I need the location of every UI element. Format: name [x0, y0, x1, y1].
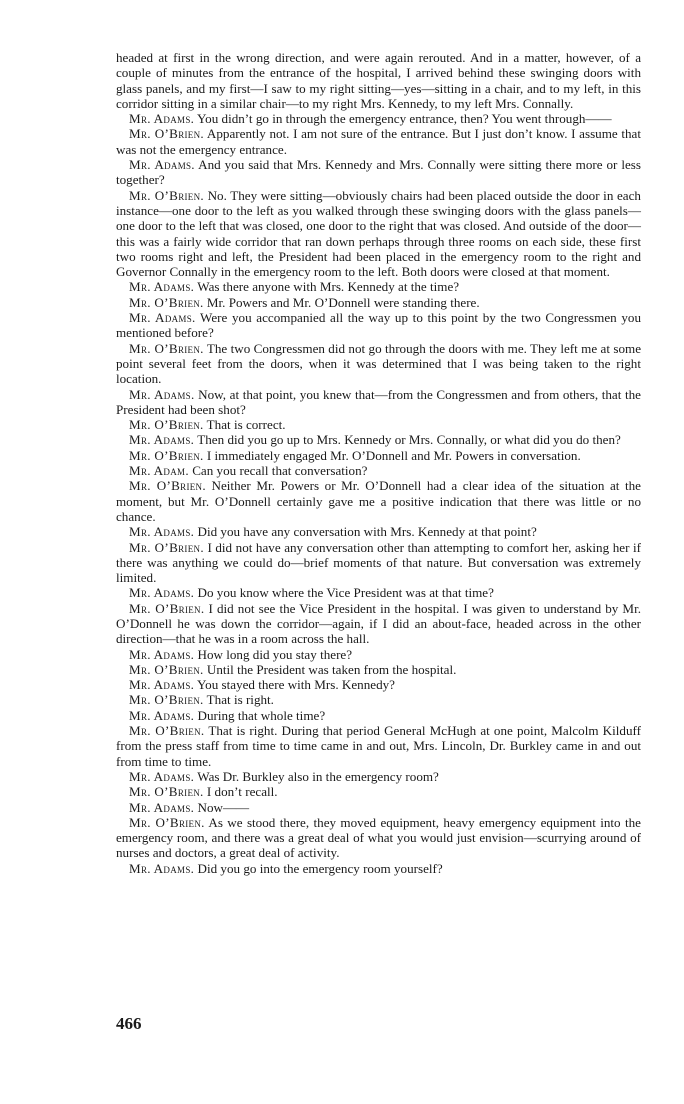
testimony-paragraph: [116, 157, 641, 188]
testimony-paragraph: [116, 417, 641, 432]
page-number: 466: [116, 1014, 142, 1033]
testimony-paragraph: [116, 647, 641, 662]
speaker-label: Mr. O’Brien.: [129, 539, 204, 555]
speaker-label: Mr. Adams.: [129, 677, 195, 693]
testimony-paragraph: [116, 279, 641, 294]
paragraph-text: You stayed there with Mrs. Kennedy?: [197, 677, 395, 693]
testimony-paragraph: [116, 432, 641, 447]
paragraph-text: Until the President was taken from the hospital.: [206, 661, 457, 677]
paragraph-text: Did you go into the emergency room yourself?: [197, 860, 443, 876]
testimony-paragraph: [116, 463, 641, 478]
paragraph-text: Mr. Powers and Mr. O’Donnell were standing there.: [206, 294, 480, 310]
speaker-label: Mr. Adams.: [129, 386, 195, 402]
testimony-paragraph: [116, 478, 641, 524]
testimony-paragraph: [116, 540, 641, 586]
testimony-paragraph: [116, 784, 641, 799]
testimony-paragraph: [116, 295, 641, 310]
speaker-label: Mr. O’Brien.: [129, 661, 204, 677]
testimony-paragraph: [116, 769, 641, 784]
paragraph-text: Were you accompanied all the way up to this point by the two Congressmen you mentioned before?: [116, 310, 641, 341]
paragraph-text: I don’t recall.: [206, 784, 278, 800]
speaker-label: Mr. O’Brien.: [129, 784, 204, 800]
testimony-paragraph: [116, 341, 641, 387]
paragraph-text: Do you know where the Vice President was at that time?: [197, 585, 494, 601]
speaker-label: Mr. Adams.: [129, 310, 196, 326]
testimony-paragraph: [116, 448, 641, 463]
speaker-label: Mr. O’Brien.: [129, 187, 204, 203]
paragraph-text: I did not have any conversation other than attempting to comfort her, asking her if there was anything we could do—brief moments of that nature. But conversation was extremely limited.: [116, 539, 641, 586]
speaker-label: Mr. Adams.: [129, 860, 195, 876]
testimony-paragraph: [116, 601, 641, 647]
testimony-paragraph: [116, 111, 641, 126]
testimony-paragraph: [116, 662, 641, 677]
paragraph-text: No. They were sitting—obviously chairs had been placed outside the door in each instance—one door to the left as you walked through these swinging doors with the glass panels—one door to the left that was closed, one door to the right that was closed. And outside of the door—this was a fairly wide corridor that ran down perhaps through three rooms on each side, these first two rooms right and left, the President had been placed in the emergency room to the right and Governor Connally in the emergency room to the left. Both doors were closed at that moment.: [116, 187, 641, 280]
paragraph-text: How long did you stay there?: [197, 646, 353, 662]
paragraph-text: That is right. During that period General McHugh at one point, Malcolm Kilduff from the press staff from time to time came in and out, Mrs. Lincoln, Dr. Burkley came in and out from time to time.: [116, 723, 641, 769]
paragraph-text: Did you have any conversation with Mrs. Kennedy at that point?: [197, 524, 537, 540]
speaker-label: Mr. Adams.: [129, 646, 195, 662]
paragraph-text: Now, at that point, you knew that—from the Congressmen and from others, that the President had been shot?: [116, 386, 641, 417]
speaker-label: Mr. Adams.: [129, 524, 195, 540]
speaker-label: Mr. Adams.: [129, 279, 195, 295]
paragraph-text: As we stood there, they moved equipment, heavy emergency equipment into the emergency room, and there was a great deal of what you would just envision—scurrying around of nurses and doctors, a great deal of activity.: [116, 814, 641, 861]
speaker-label: Mr. Adams.: [129, 157, 195, 173]
testimony-paragraph: [116, 585, 641, 600]
speaker-label: Mr. O’Brien.: [129, 723, 205, 739]
paragraph-text: During that whole time?: [197, 707, 326, 723]
paragraph-text: Was there anyone with Mrs. Kennedy at the time?: [197, 279, 460, 295]
speaker-label: Mr. Adams.: [129, 799, 195, 815]
speaker-label: Mr. Adams.: [129, 111, 195, 127]
testimony-paragraph: [116, 310, 641, 341]
testimony-paragraph: [116, 126, 641, 157]
paragraph-text: That is right.: [206, 692, 274, 708]
testimony-paragraph: [116, 800, 641, 815]
testimony-paragraph: [116, 387, 641, 418]
testimony-paragraph: [116, 188, 641, 280]
paragraph-text: I immediately engaged Mr. O’Donnell and Mr. Powers in conversation.: [206, 447, 581, 463]
testimony-paragraph: [116, 861, 641, 876]
paragraph-text: Neither Mr. Powers or Mr. O’Donnell had a clear idea of the situation at the moment, but Mr. O’Donnell certainly gave me a positive indication that there was little or no chance.: [116, 478, 641, 524]
testimony-paragraph: [116, 677, 641, 692]
paragraph-text: headed at first in the wrong direction, and were again rerouted. And in a matter, however, of a couple of minutes from the entrance of the hospital, I arrived behind these swinging doors with glass panels, and my first—I saw to my right sitting—yes—sitting in a chair, and to my left, in this corridor sitting in a similar chair—to my right Mrs. Kennedy, to my left Mrs. Connally.: [116, 50, 641, 111]
speaker-label: Mr. O’Brien.: [129, 417, 204, 433]
speaker-label: Mr. Adams.: [129, 585, 195, 601]
paragraph-text: Then did you go up to Mrs. Kennedy or Mrs. Connally, or what did you do then?: [197, 432, 621, 448]
speaker-label: Mr. O’Brien.: [129, 478, 206, 494]
paragraph-text: You didn’t go in through the emergency entrance, then? You went through——: [197, 111, 612, 127]
paragraph-text: I did not see the Vice President in the hospital. I was given to understand by Mr. O’Donnell he was down the corridor—again, if I did an about-face, headed across in the other direction—that he was in a room across the hall.: [116, 600, 641, 647]
speaker-label: Mr. O’Brien.: [129, 692, 204, 708]
paragraph-text: Apparently not. I am not sure of the entrance. But I just don’t know. I assume that was not the emergency entrance.: [116, 126, 641, 157]
paragraph-text: And you said that Mrs. Kennedy and Mrs. Connally were sitting there more or less together?: [116, 157, 641, 188]
testimony-paragraph: [116, 708, 641, 723]
speaker-label: Mr. Adams.: [129, 768, 195, 784]
speaker-label: Mr. Adam.: [129, 463, 189, 479]
testimony-paragraph: [116, 815, 641, 861]
speaker-label: Mr. Adams.: [129, 432, 195, 448]
testimony-paragraph: [116, 723, 641, 769]
paragraph-text: Was Dr. Burkley also in the emergency room?: [197, 768, 439, 784]
testimony-paragraph: [116, 692, 641, 707]
speaker-label: Mr. O’Brien.: [129, 126, 204, 142]
speaker-label: Mr. O’Brien.: [129, 294, 204, 310]
speaker-label: Mr. Adams.: [129, 707, 195, 723]
testimony-text: [116, 50, 641, 876]
speaker-label: Mr. O’Brien.: [129, 447, 204, 463]
paragraph-text: The two Congressmen did not go through the doors with me. They left me at some point several feet from the doors, when it was determined that I was being taken to the right location.: [116, 340, 641, 387]
speaker-label: Mr. O’Brien.: [129, 340, 204, 356]
testimony-paragraph: [116, 50, 641, 111]
speaker-label: Mr. O’Brien.: [129, 600, 205, 616]
speaker-label: Mr. O’Brien.: [129, 814, 205, 830]
testimony-paragraph: [116, 524, 641, 539]
paragraph-text: Can you recall that conversation?: [192, 463, 368, 479]
paragraph-text: Now——: [197, 799, 250, 815]
paragraph-text: That is correct.: [206, 417, 286, 433]
